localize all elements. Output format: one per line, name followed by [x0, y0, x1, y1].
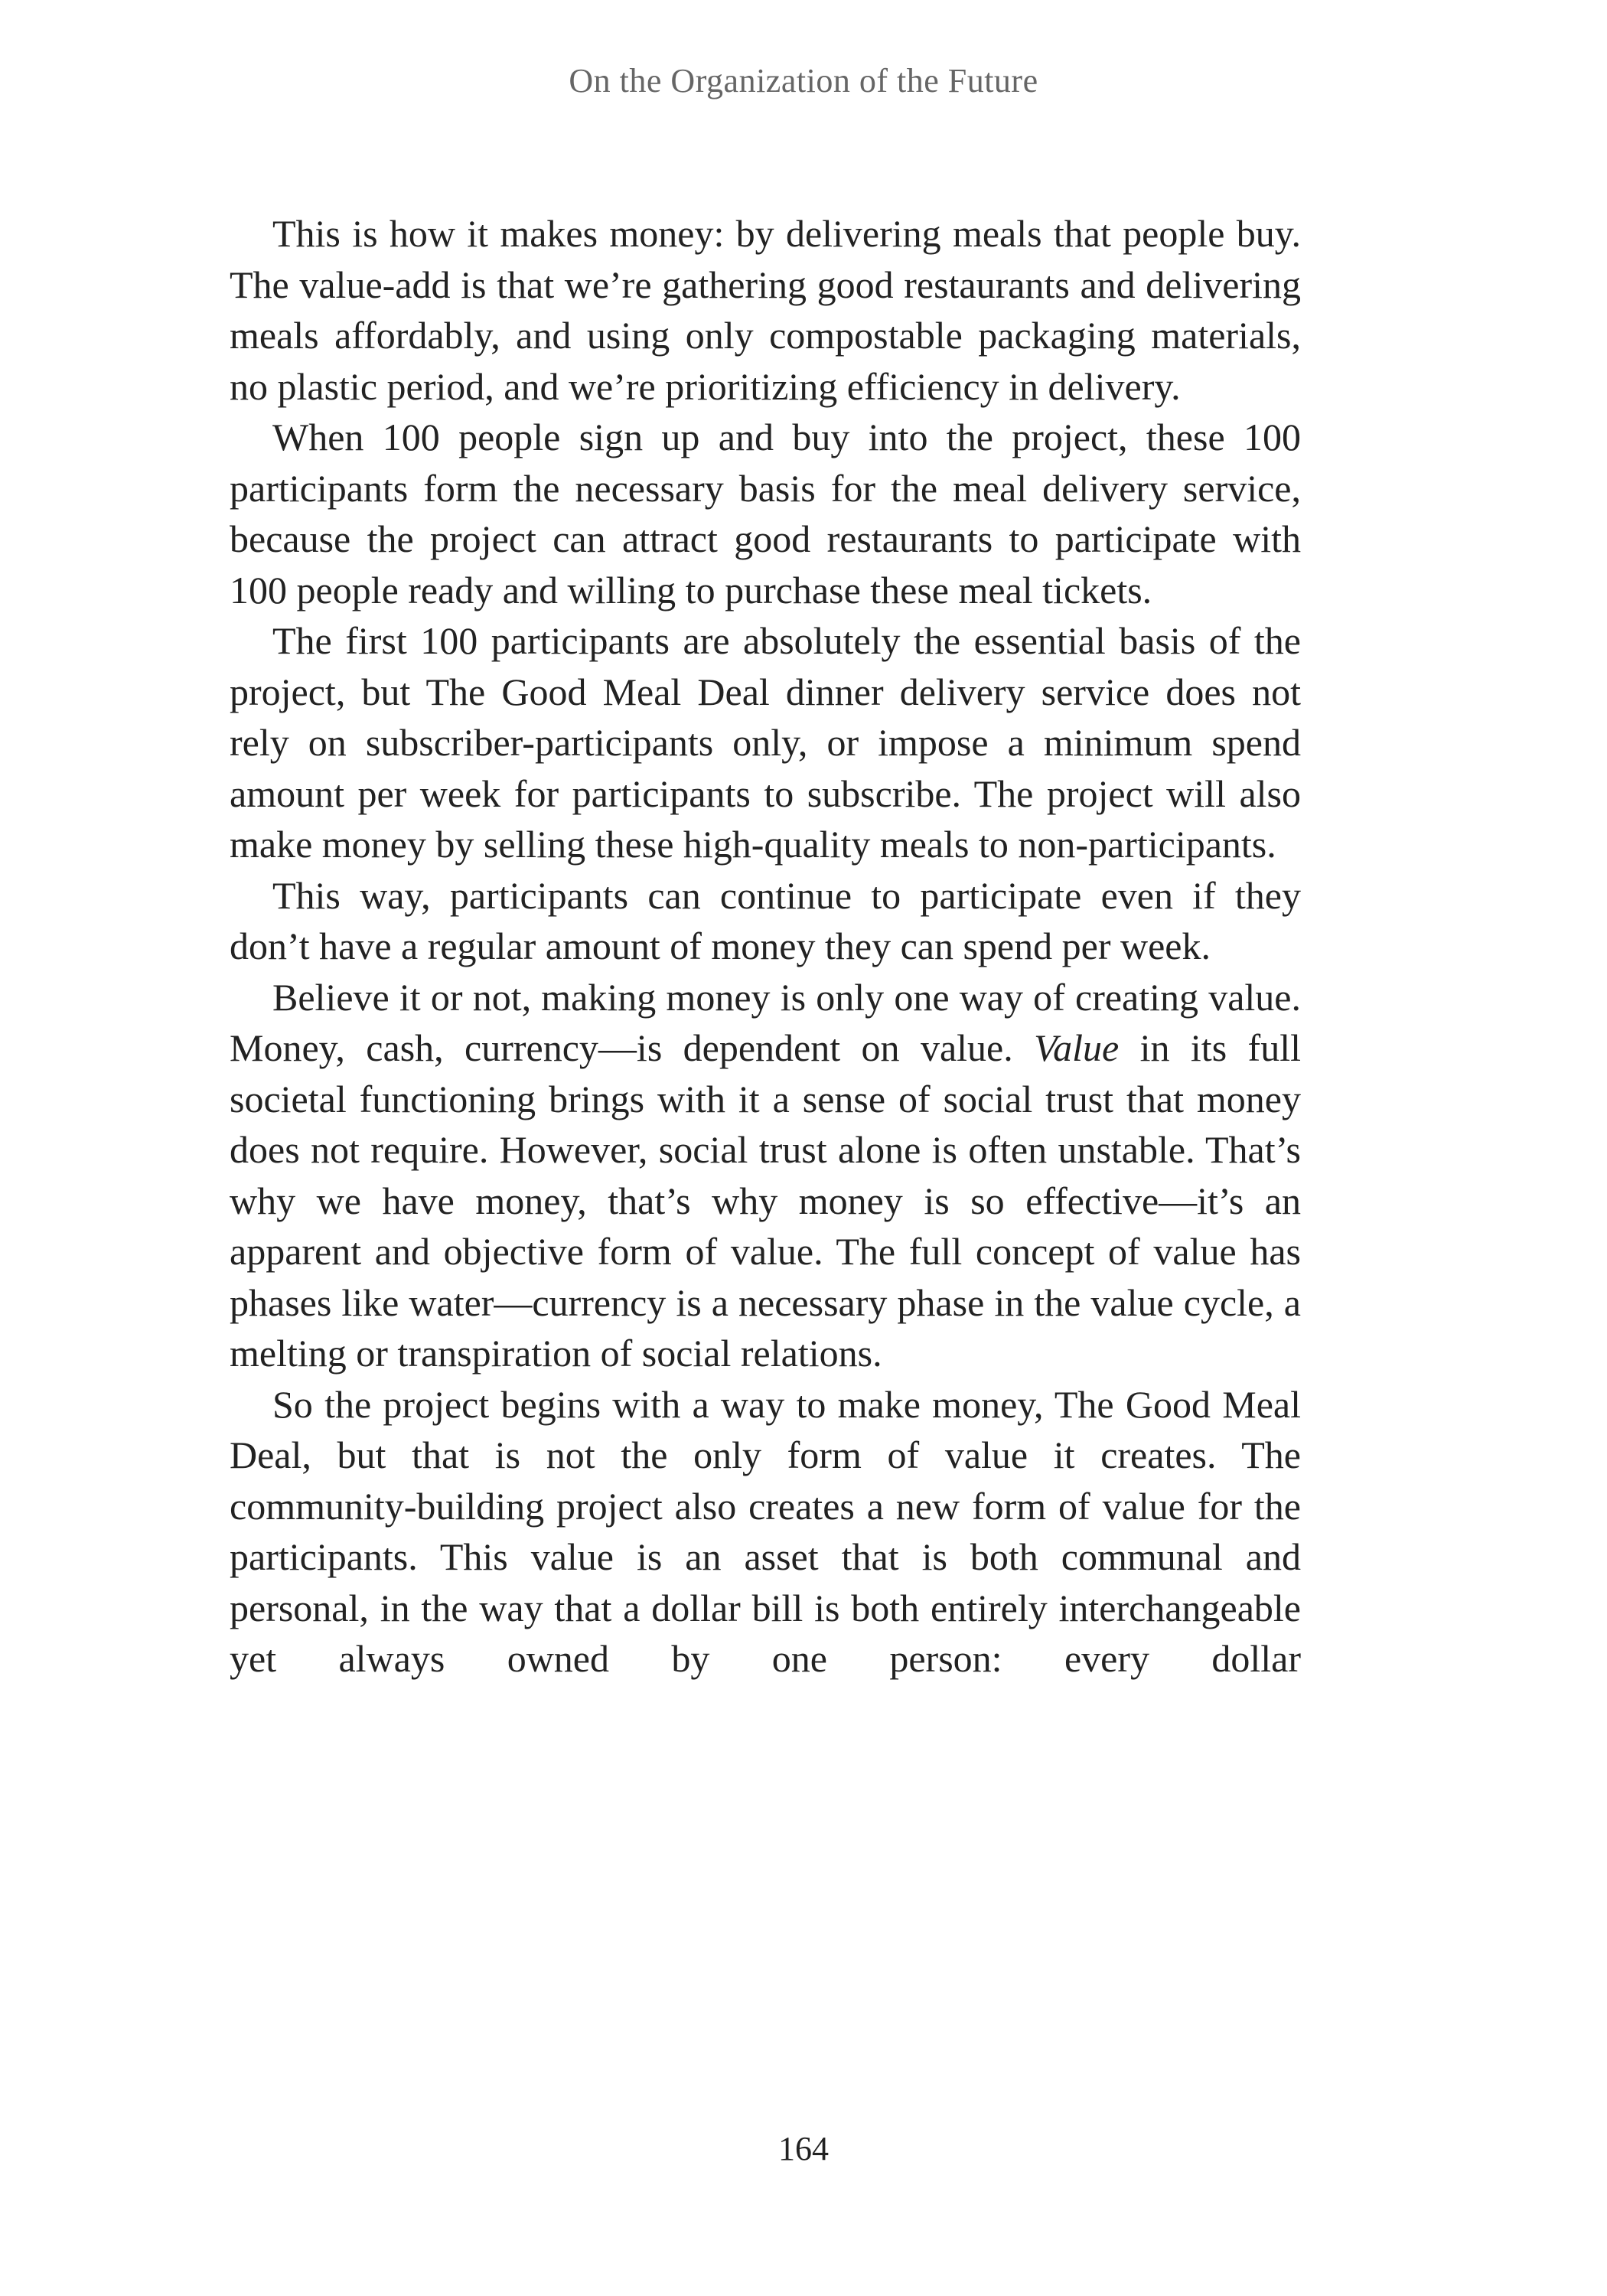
body-text — [230, 208, 1301, 1684]
paragraph-1: This is how it makes money: by delivering meals that people buy. The value-add is that we’re gathering good restaurants and delivering meals affordably, and using only compostable packaging materials, no plastic period, and we’re prioritizing efficiency in delivery. — [230, 212, 1301, 408]
paragraph-2: When 100 people sign up and buy into the project, these 100 participants form the necessary basis for the meal delivery service, because the project can attract good restaurants to participate with 100 people ready and willing to purchase these meal tickets. — [230, 416, 1301, 612]
paragraph-5 — [230, 972, 1301, 1379]
paragraph-6: So the project begins with a way to make money, The Good Meal Deal, but that is not the only form of value it creates. The community-building project also creates a new form of value for the participants. This value is an asset that is both communal and personal, in the way that a dollar bill is both entirely interchangeable yet always owned by one person: every dollar — [230, 1382, 1301, 1680]
page-number: 164 — [778, 2130, 829, 2167]
running-head: On the Organization of the Future — [569, 62, 1038, 99]
italic-term-value: Value — [1034, 1026, 1120, 1069]
paragraph-4: This way, participants can continue to participate even if they don’t have a regular amount of money they can spend per week. — [230, 873, 1301, 967]
paragraph-5-part-1: Believe it or not, making money is only one way of creating value. Money, cash, currency—is dependent on value. — [230, 975, 1301, 1069]
paragraph-5-part-2: in its full societal functioning brings with it a sense of social trust that money does not require. However, social trust alone is often unstable. That’s why we have money, that’s why money is so effective—it’s an apparent and objective form of value. The full concept of value has phases like water—currency is a necessary phase in the value cycle, a melting or transpiration of social relations. — [230, 1026, 1301, 1375]
paragraph-3: The first 100 participants are absolutely the essential basis of the project, but The Good Meal Deal dinner delivery service does not rely on subscriber-participants only, or impose a minimum spend amount per week for participants to subscribe. The project will also make money by selling these high-quality meals to non-participants. — [230, 619, 1301, 866]
